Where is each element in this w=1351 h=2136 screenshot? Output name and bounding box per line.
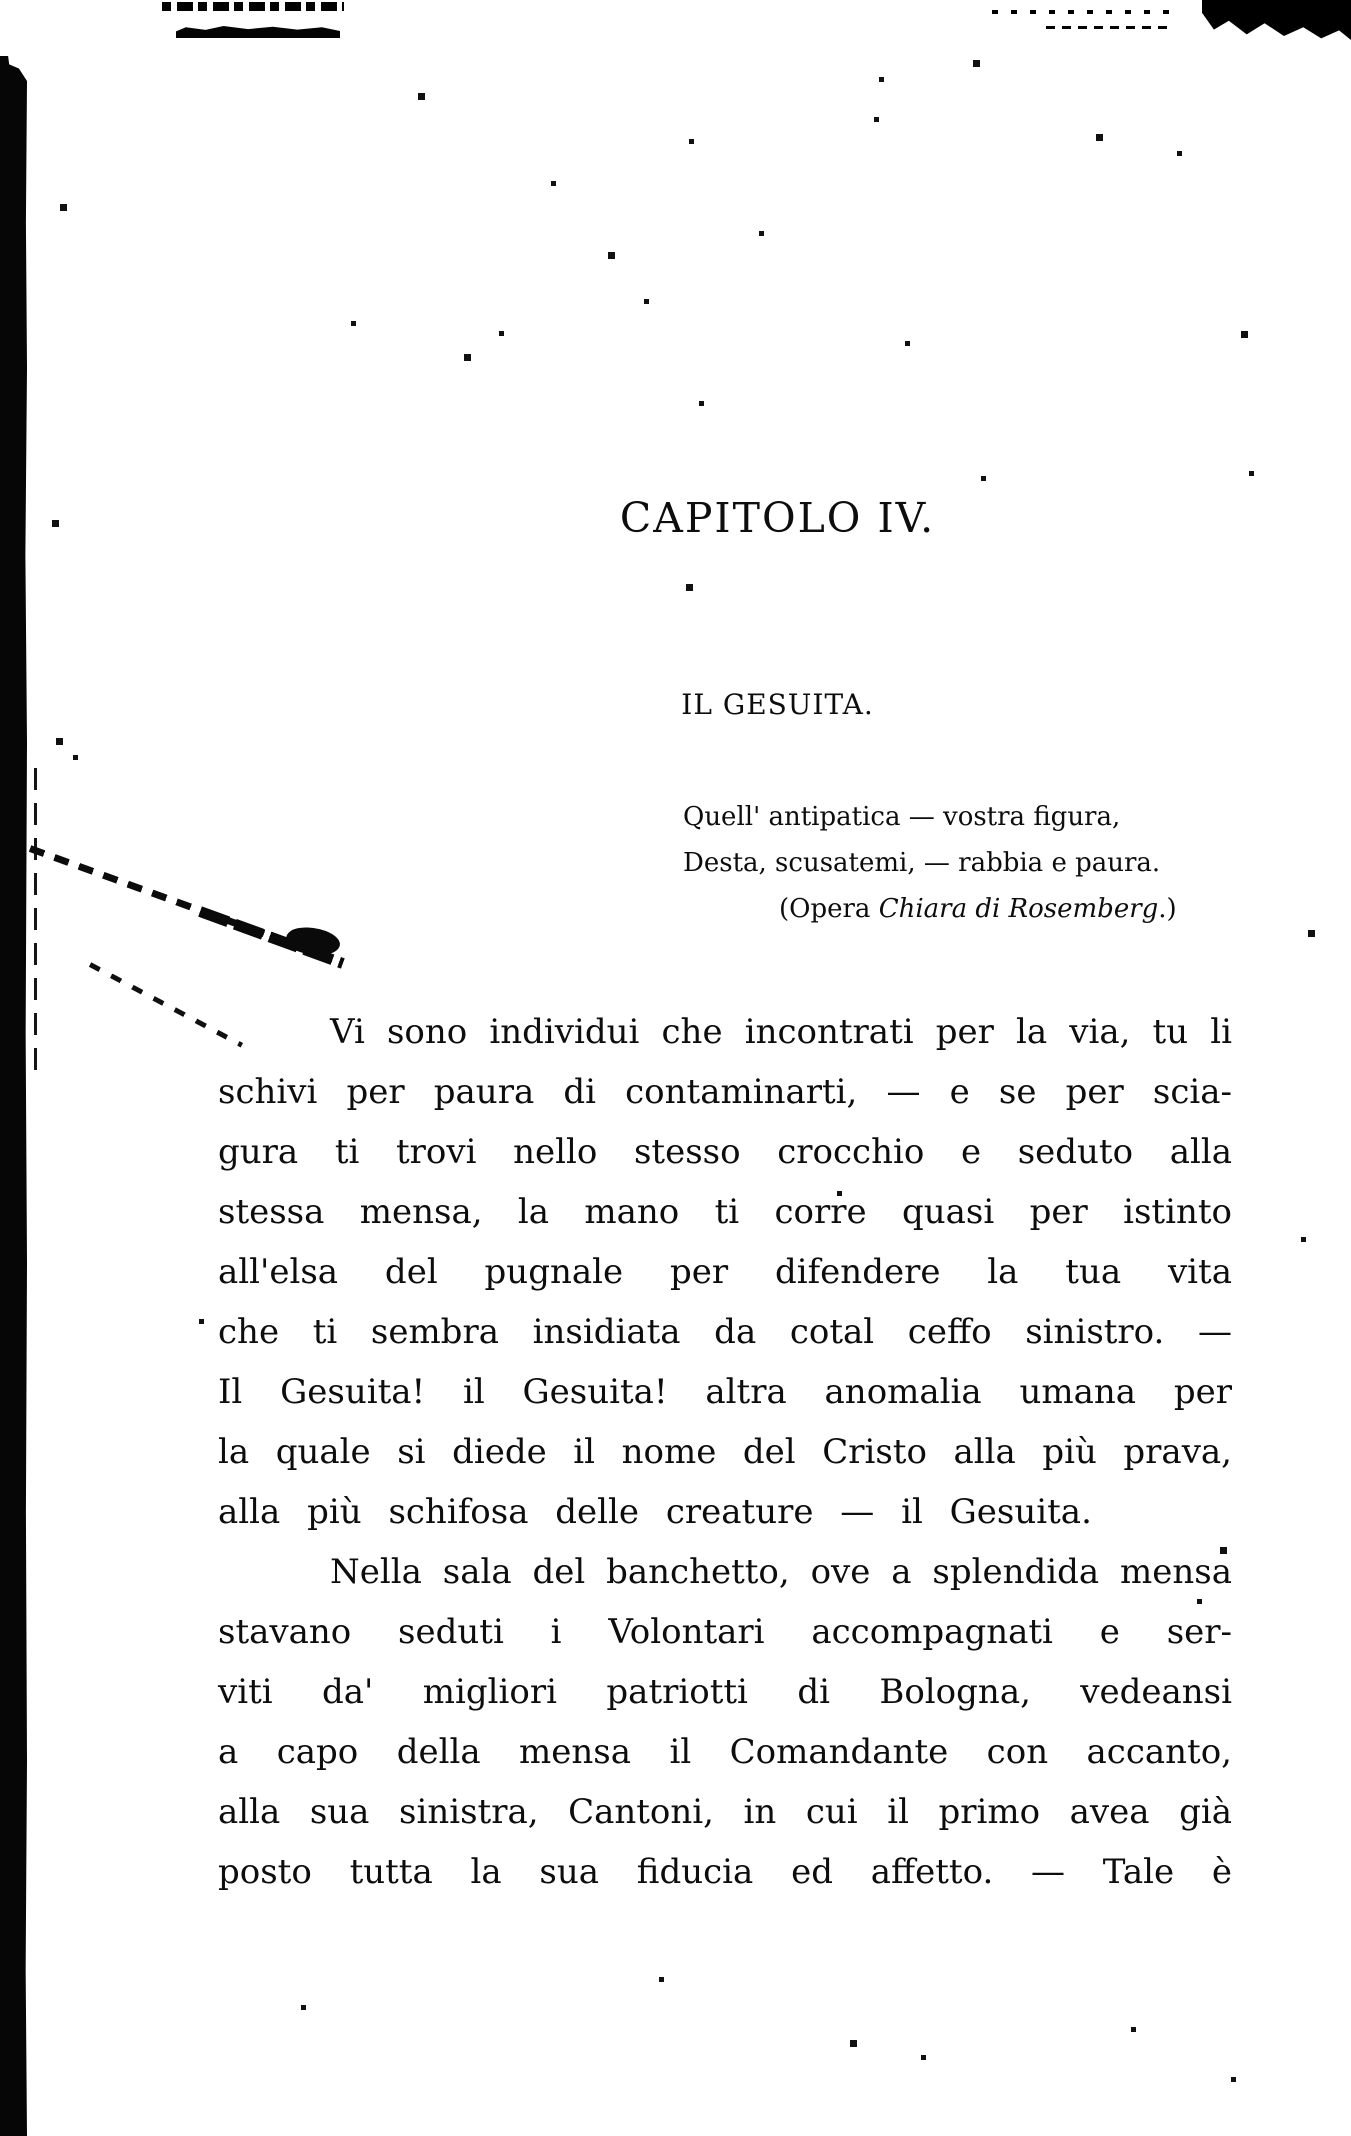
chapter-heading: CAPITOLO IV. — [619, 494, 936, 542]
scan-corner-blob — [1202, 0, 1351, 40]
body-line: Nella sala del banchetto, ove a splendida mensa — [330, 1552, 1232, 1592]
body-text — [218, 1002, 1232, 1902]
body-line: all'elsa del pugnale per difendere la tua vita — [218, 1252, 1232, 1292]
scan-gutter-line — [34, 768, 37, 1073]
scan-gutter-shadow — [0, 56, 27, 2136]
epigraph-source — [683, 886, 1193, 932]
body-line: stavano seduti i Volontari accompagnati e ser- — [218, 1612, 1232, 1652]
body-line: gura ti trovi nello stesso crocchio e seduto alla — [218, 1132, 1232, 1172]
body-line: alla più schifosa delle creature — il Gesuita. — [218, 1492, 1092, 1532]
epigraph-source-suffix: .) — [1158, 894, 1177, 924]
body-line: posto tutta la sua fiducia ed affetto. — Tale è — [218, 1852, 1232, 1892]
body-line: schivi per paura di contaminarti, — e se per scia- — [218, 1072, 1232, 1112]
scan-smudge-top-left-1 — [162, 2, 344, 11]
body-paragraph-2 — [218, 1542, 1232, 1902]
scan-smudge-top-right-2 — [1046, 26, 1174, 29]
epigraph-line-1: Quell' antipatica — vostra figura, — [683, 802, 1121, 832]
body-line: la quale si diede il nome del Cristo alla più prava, — [218, 1432, 1232, 1472]
body-line: a capo della mensa il Comandante con accanto, — [218, 1732, 1232, 1772]
body-line: viti da' migliori patriotti di Bologna, vedeansi — [218, 1672, 1232, 1712]
scan-smudge-top-left-2 — [176, 26, 340, 38]
epigraph-line-2: Desta, scusatemi, — rabbia e paura. — [683, 848, 1161, 878]
body-line: alla sua sinistra, Cantoni, in cui il primo avea già — [218, 1792, 1232, 1832]
scan-specks — [0, 0, 3, 3]
body-line: Vi sono individui che incontrati per la via, tu li — [330, 1012, 1232, 1052]
body-paragraph-1 — [218, 1002, 1232, 1542]
body-line: stessa mensa, la mano ti corre quasi per istinto — [218, 1192, 1232, 1232]
body-line: che ti sembra insidiata da cotal ceffo sinistro. — — [218, 1312, 1232, 1352]
chapter-subtitle: IL GESUITA. — [681, 688, 874, 721]
epigraph-source-prefix: (Opera — [779, 894, 879, 924]
body-line: Il Gesuita! il Gesuita! altra anomalia umana per — [218, 1372, 1232, 1412]
scan-smudge-top-right-1 — [992, 10, 1170, 14]
epigraph-source-title: Chiara di Rosemberg — [878, 894, 1159, 924]
epigraph — [683, 794, 1193, 932]
